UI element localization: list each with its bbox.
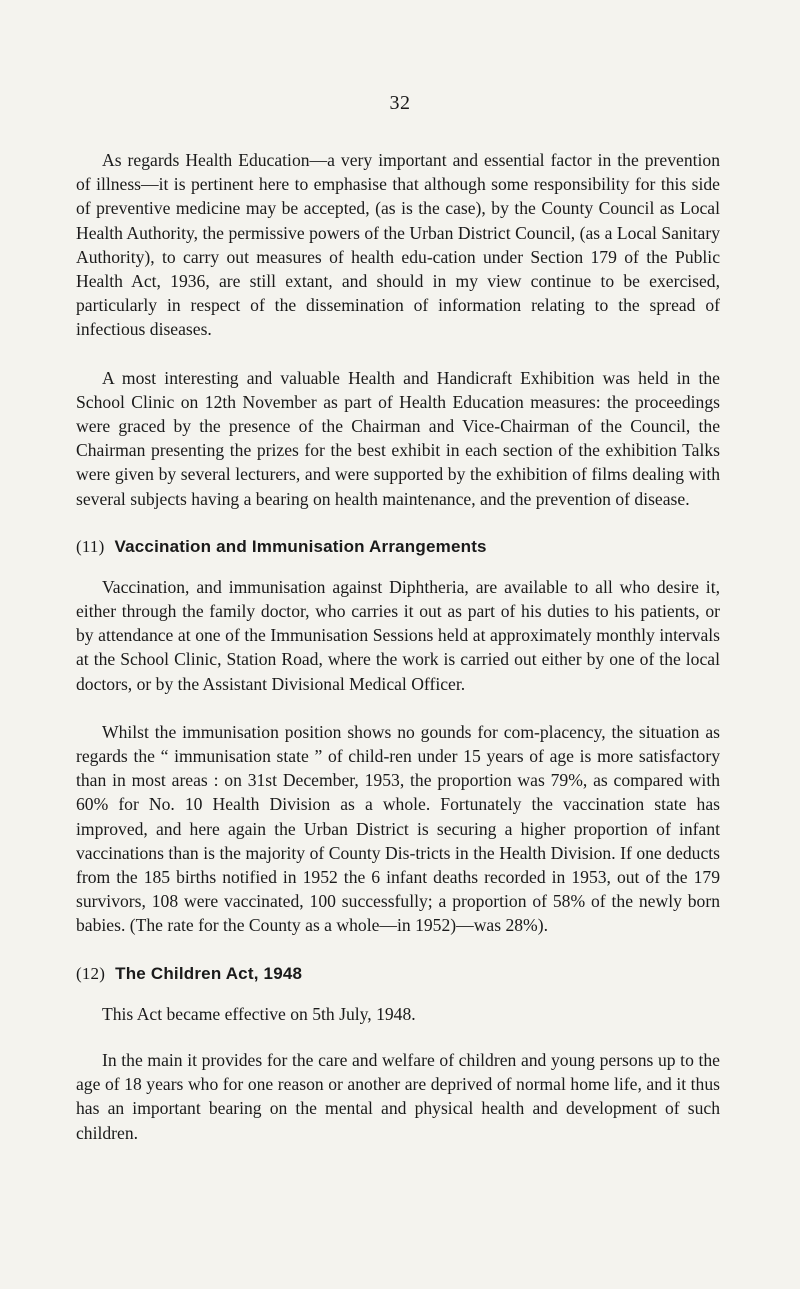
section-title: Vaccination and Immunisation Arrangements <box>114 536 487 556</box>
section-heading-vaccination <box>76 535 720 559</box>
paragraph-act-effective: This Act became effective on 5th July, 1948. <box>102 1003 416 1024</box>
section-title: The Children Act, 1948 <box>115 963 303 983</box>
paragraph-act-provisions: In the main it provides for the care and welfare of children and young persons up to the age of 18 years who for one reason or another are deprived of normal home life, and it thus has an important bearing on the mental and physical health and development of such children. <box>76 1049 720 1143</box>
paragraph-exhibition: A most interesting and valuable Health and Handicraft Exhibition was held in the School Clinic on 12th November as part of Health Education measures: the proceedings were graced by the presence of the Chairman and Vice-Chairman of the Council, the Chairman presenting the prizes for the best exhibit in each section of the exhibition Talks were given by several lecturers, and were supported by the exhibition of films dealing with several subjects having a bearing on health maintenance, and the prevention of disease. <box>76 367 720 509</box>
paragraph-health-education: As regards Health Education—a very important and essential factor in the prevention of illness—it is pertinent here to emphasise that although some responsibility for this side of preventive medicine may be accepted, (as is the case), by the County Council as Local Health Authority, the permissive powers of the Urban District Council, (as a Local Sanitary Authority), to carry out measures of health edu-cation under Section 179 of the Public Health Act, 1936, are still extant, and should in my view continue to be exercised, particularly in respect of the dissemination of information relating to the spread of infectious diseases. <box>76 150 720 340</box>
section-number: (11) <box>76 536 105 556</box>
page-number: 32 <box>389 92 411 114</box>
section-number: (12) <box>76 963 106 983</box>
paragraph-immunisation-position: Whilst the immunisation position shows no gounds for com-placency, the situation as regards the “ immunisation state ” of child-ren under 15 years of age is more satisfactory than in most areas : on 31st December, 1953, the proportion was 79%, as compared with 60% for No. 10 Health Division as a whole. Fortunately the vaccination state has improved, and here again the Urban District is securing a higher proportion of infant vaccinations than is the majority of County Dis-tricts in the Health Division. If one deducts from the 185 births notified in 1952 the 6 infant deaths recorded in 1953, out of the 179 survivors, 108 were vaccinated, 100 successfully; a proportion of 58% of the newly born babies. (The rate for the County as a whole—in 1952)—was 28%). <box>76 721 720 936</box>
section-heading-children-act <box>76 962 720 986</box>
page-content <box>76 148 720 1169</box>
paragraph-vaccination-availability: Vaccination, and immunisation against Diphtheria, are available to all who desire it, either through the family doctor, who carries it out as part of his duties to his patients, or by attendance at one of the Immunisation Sessions held at approximately monthly intervals at the School Clinic, Station Road, where the work is carried out either by one of the local doctors, or by the Assistant Divisional Medical Officer. <box>76 576 720 694</box>
